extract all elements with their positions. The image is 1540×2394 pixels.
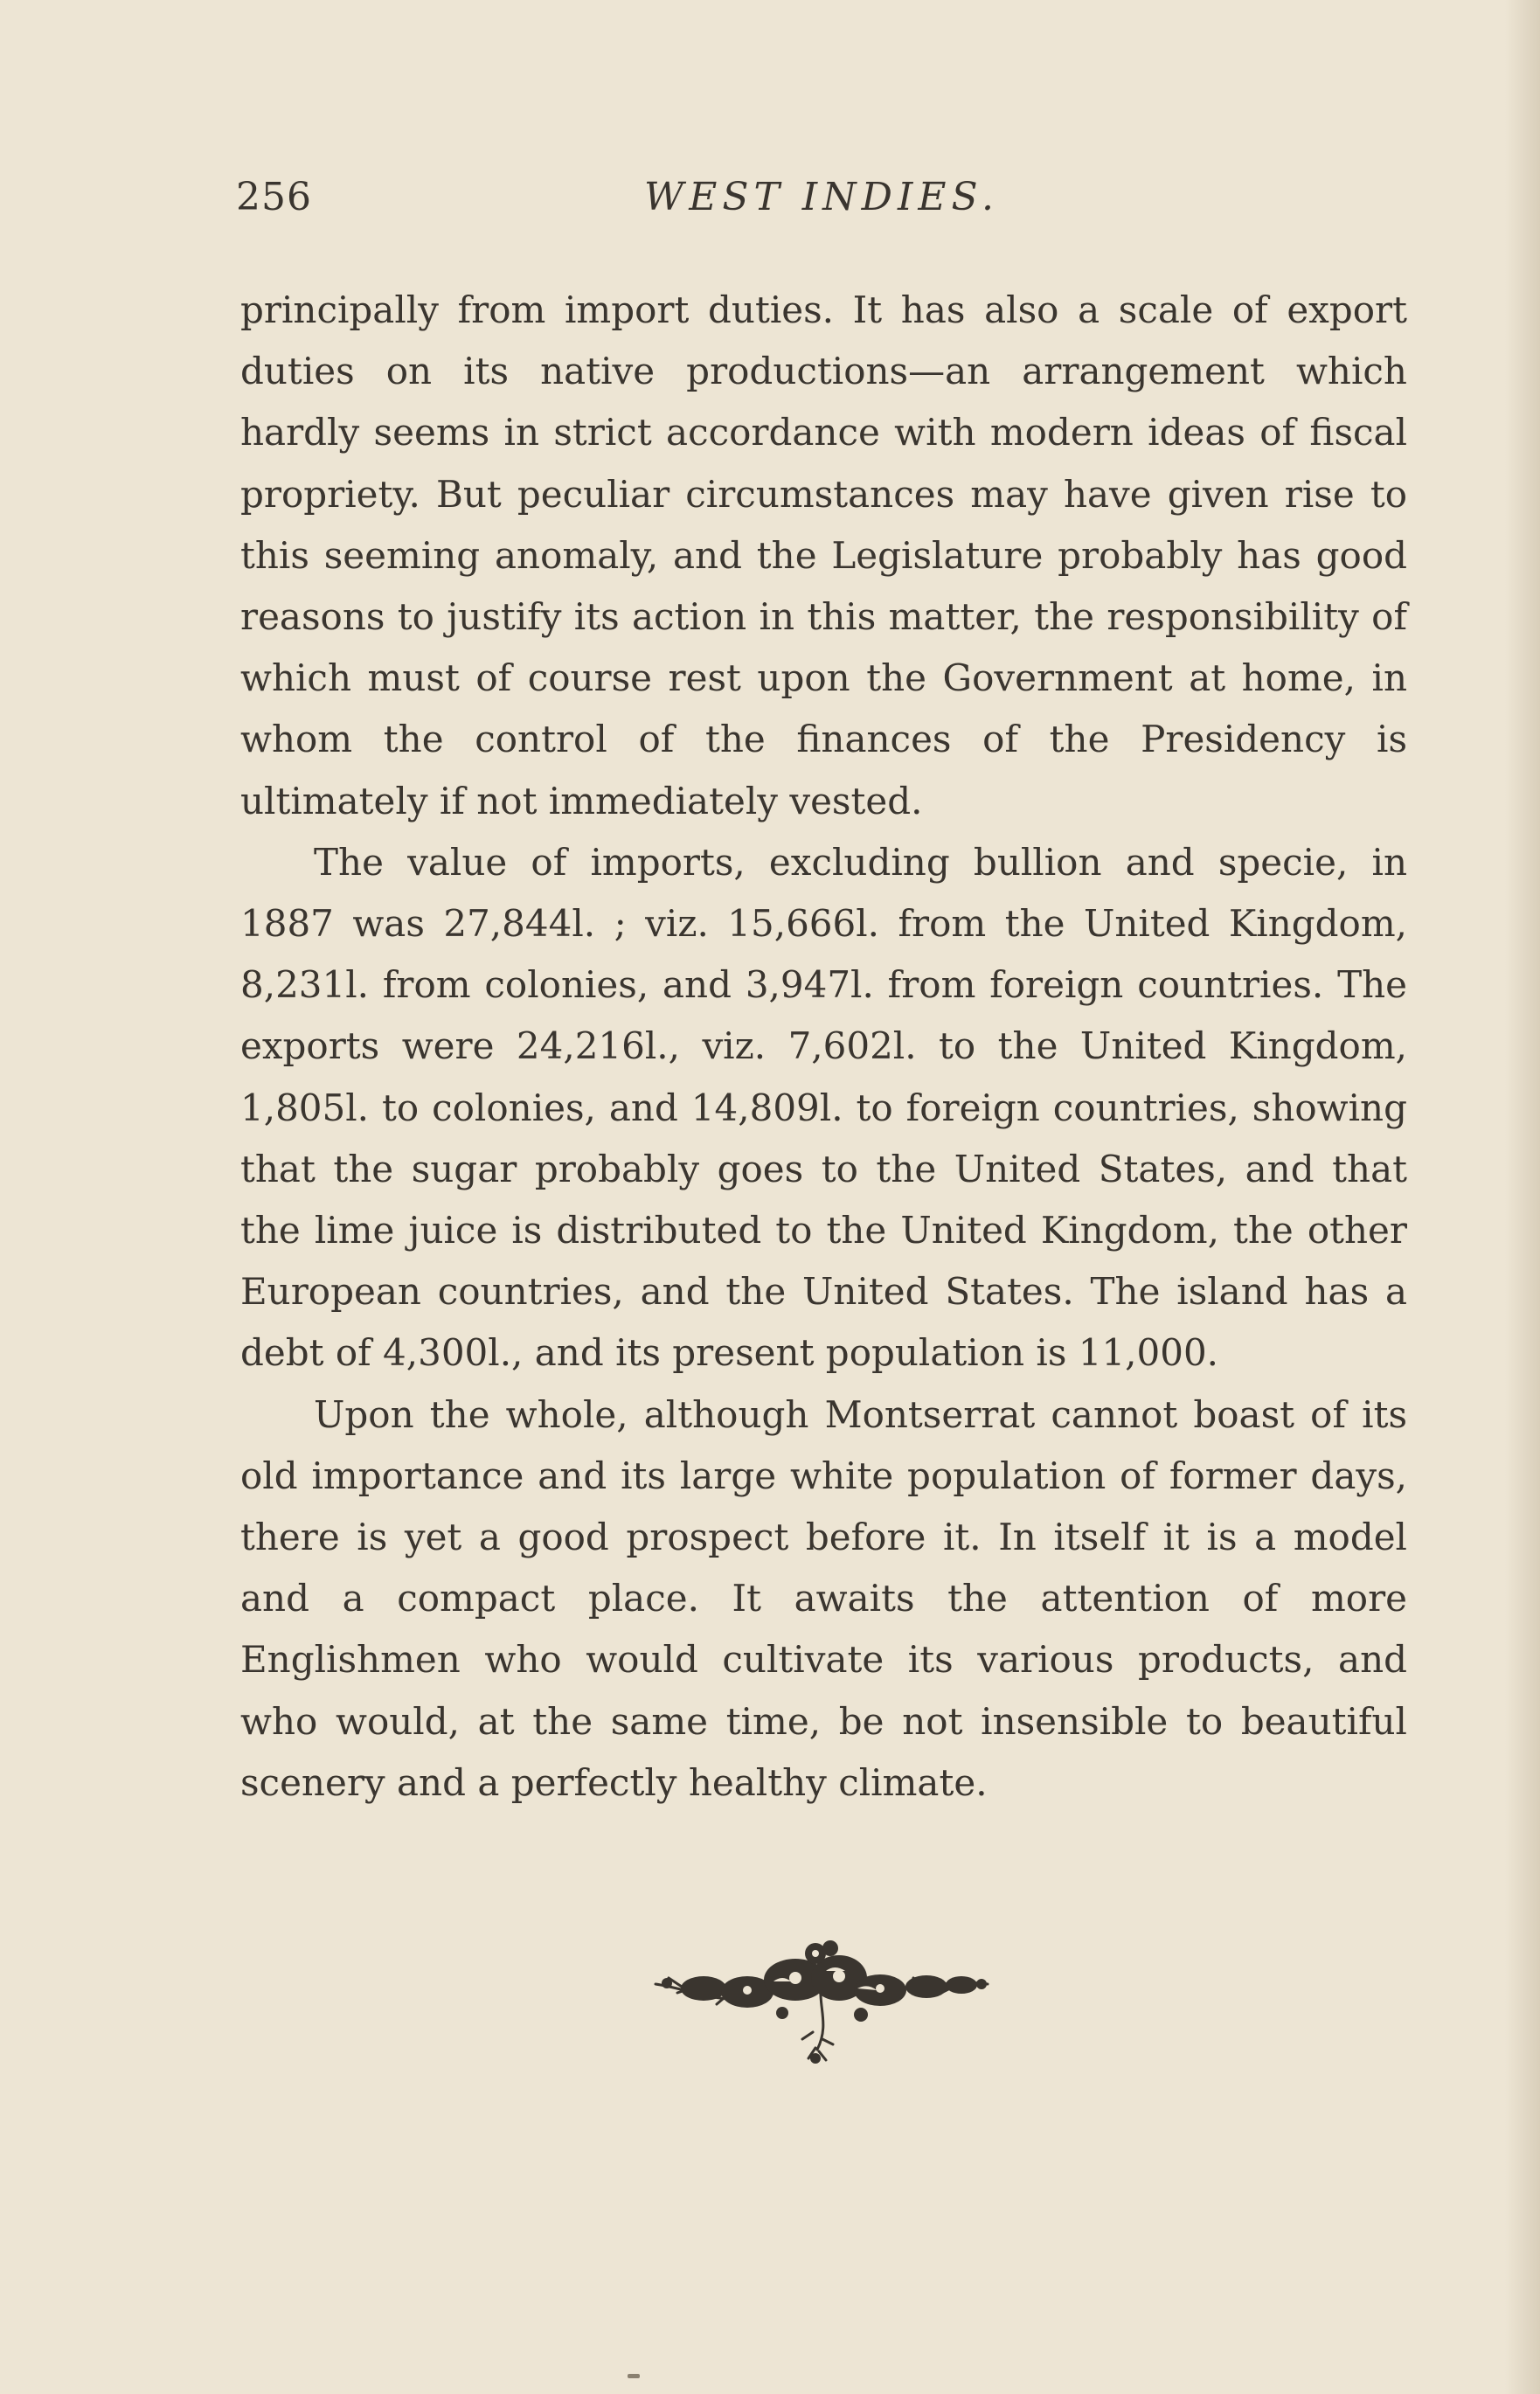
page-header <box>236 175 1407 236</box>
running-title: WEST INDIES. <box>643 175 1000 219</box>
paragraph-trade-figures: The value of imports, excluding bullion and specie, in 1887 was 27,844l. ; viz. 15,666l. from the United Kingdom, 8,231l. from colonies, and 3,947l. from foreign countries. The exports were 24,216l., viz. 7,602l. to the United Kingdom, 1,805l. to colonies, and 14,809l. to foreign countries, showing that the sugar probably goes to the United States, and that the lime juice is distributed to the United Kingdom, the other European countries, and the United States. The island has a debt of 4,300l., and its present population is 11,000. <box>240 840 1407 1375</box>
floral-tailpiece-ornament-icon <box>651 1936 992 2067</box>
page-number: 256 <box>236 175 312 219</box>
ink-speck <box>628 2374 640 2378</box>
paragraph-continued: principally from import duties. It has also a scale of export duties on its native productions—an arrangement which hardly seems in strict accordance with modern ideas of fiscal propriety. But peculiar circumstances may have given rise to this seeming anomaly, and the Legislature probably has good reasons to justify its action in this matter, the responsibility of which must of course rest upon the Government at home, in whom the control of the finances of the Presidency is ultimately if not immediately vested. <box>240 288 1407 822</box>
body-text <box>240 280 1407 1814</box>
page-edge-shadow <box>1505 0 1540 2394</box>
paragraph-conclusion: Upon the whole, although Montserrat cannot boast of its old importance and its large white population of former days, there is yet a good prospect before it. In itself it is a model and a compact place. It awaits the attention of more Englishmen who would cultivate its various products, and who would, at the same time, be not insensible to beautiful scenery and a perfectly healthy climate. <box>240 1392 1407 1804</box>
